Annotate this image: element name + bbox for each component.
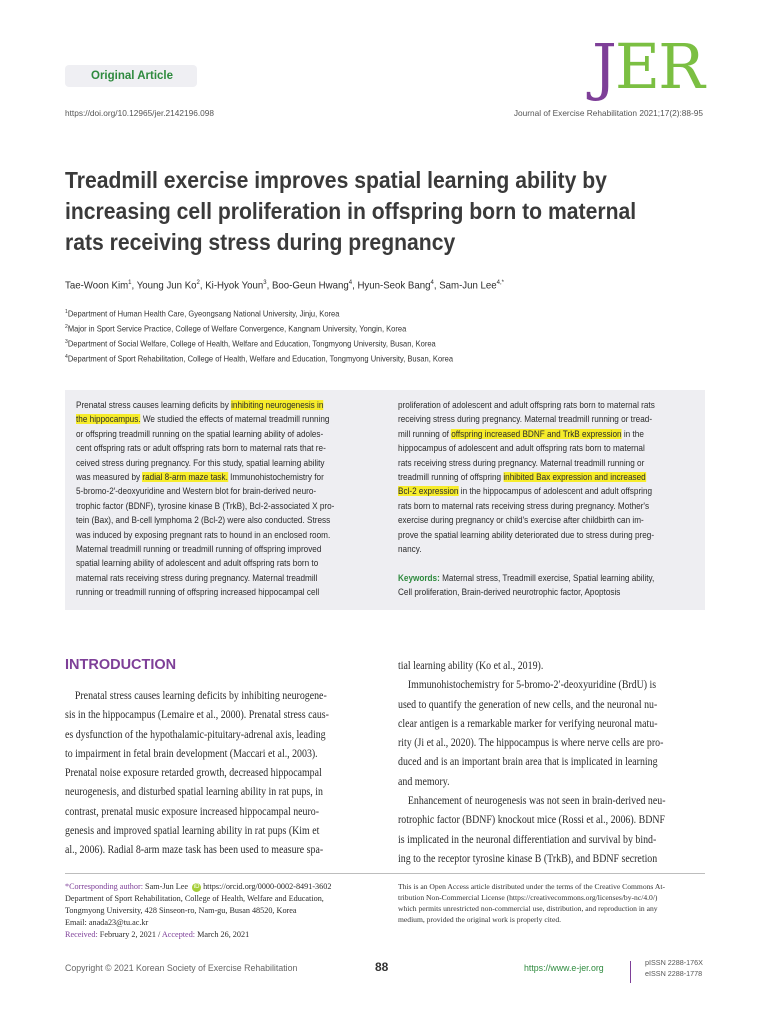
author-name: Tae-Woon Kim: [65, 279, 129, 292]
received-accepted-dates: [65, 929, 331, 941]
journal-citation: Journal of Exercise Rehabilitation 2021;17(2):88-95: [513, 108, 703, 118]
footnote-divider: [65, 873, 705, 874]
body-line: duced and is an important brain area that is implicated in learning: [398, 756, 658, 769]
author-affil-mark: 3: [263, 279, 267, 286]
highlighted-text: inhibiting neurogenesis in: [231, 400, 324, 410]
body-line: Immunohistochemistry for 5-bromo-2′-deoxyuridine (BrdU) is: [398, 679, 657, 692]
abstract-line: receiving stress during pregnancy. Maternal treadmill running or tread-: [398, 414, 653, 425]
author-name: Boo-Geun Hwang: [271, 279, 349, 292]
footer-separator: [630, 961, 631, 983]
affiliation-mark: 4: [65, 353, 68, 360]
author-name: Sam-Jun Lee: [439, 279, 497, 292]
eissn: eISSN 2288-1778: [645, 969, 703, 978]
abstract-line: or offspring treadmill running on the spatial learning ability of adoles-: [76, 428, 324, 439]
doi-link[interactable]: https://doi.org/10.12965/jer.2142196.098: [65, 108, 215, 118]
corresponding-line: [65, 881, 331, 893]
abstract-line: [76, 470, 372, 484]
corresponding-address: Tongmyong University, 428 Sinseon-ro, Nam-gu, Busan 48520, Korea: [65, 905, 297, 915]
abstract-text: Prenatal stress causes learning deficits by: [76, 400, 232, 410]
affiliation: [65, 306, 453, 321]
body-line: neurogenesis, and disturbed spatial learning ability in rat pups, in: [65, 786, 323, 799]
body-line: genesis and improved spatial learning ability in rat pups (Kim et: [65, 825, 320, 838]
highlighted-text: the hippocampus.: [76, 414, 141, 425]
affiliation-mark: 3: [65, 338, 68, 345]
orcid-link[interactable]: https://orcid.org/0000-0002-8491-3602: [203, 882, 332, 891]
author-name: Ki-Hyok Youn: [205, 279, 264, 292]
body-left-column: [65, 687, 370, 861]
affiliation-text: Department of Sport Rehabilitation, College of Health, Welfare and Education, Tongmyong University, Busan, Korea: [67, 354, 454, 364]
abstract-line: running or treadmill running of offspring increased hippocampal cell: [76, 587, 320, 598]
abstract-line: [398, 484, 694, 498]
keywords-line: Cell proliferation, Brain-derived neurotrophic factor, Apoptosis: [398, 587, 621, 598]
author-name: Hyun-Seok Bang: [357, 279, 431, 292]
logo-letters-er: ER: [614, 30, 703, 103]
article-type-badge: Original Article: [65, 65, 197, 87]
accepted-label: Accepted:: [161, 929, 196, 939]
abstract-line: tein (Bax), and B-cell lymphoma 2 (Bcl-2) were also conducted. Stress: [76, 515, 331, 526]
issn-block: [645, 957, 703, 979]
abstract-left-column: [76, 398, 372, 600]
journal-logo: [592, 28, 703, 106]
author-affil-mark: 1: [128, 279, 132, 286]
pissn: pISSN 2288-176X: [645, 958, 703, 967]
abstract-line: maternal rats receiving stress during pregnancy. Maternal treadmill: [76, 572, 318, 583]
received-label: Received:: [65, 929, 98, 939]
abstract-line: was induced by exposing pregnant rats to hound in an enclosed room.: [76, 529, 331, 540]
author-list: Tae-Woon Kim$^1$, Young Jun Ko$^2$, Ki-Hyok Youn$^3$, Boo-Geun Hwang$^4$, Hyun-Seok Bang$^4$, Sam-Jun Lee$^{4,*}$: [65, 279, 504, 292]
abstract-line: cent offspring rats or adult offspring rats born to maternal rats that re-: [76, 443, 326, 454]
body-line: tial learning ability (Ko et al., 2019).: [398, 660, 544, 672]
title-line: Treadmill exercise improves spatial learning ability by: [65, 167, 607, 193]
section-heading-introduction: INTRODUCTION: [65, 657, 177, 673]
body-line: to impairment in fetal brain development (Maccari et al., 2003).: [65, 747, 318, 760]
author-affil-mark: 2: [196, 279, 200, 286]
abstract-line: rats receiving stress during pregnancy. Maternal treadmill running or: [398, 457, 645, 468]
author-affil-mark: 4: [430, 279, 434, 286]
abstract-text: in the hippocampus of adolescent and adult offspring: [458, 486, 653, 497]
journal-website-link[interactable]: https://www.e-jer.org: [524, 963, 604, 973]
article-title: [65, 165, 705, 258]
keywords-text: Maternal stress, Treadmill exercise, Spatial learning ability,: [439, 572, 655, 583]
license-line: which permits unrestricted non-commercial use, distribution, and reproduction in any: [398, 904, 658, 913]
affiliation: [65, 336, 453, 351]
license-line: This is an Open Access article distributed under the terms of the Creative Commons At-: [398, 882, 665, 891]
abstract-text: in the: [621, 428, 644, 439]
keywords-label: Keywords:: [398, 572, 440, 583]
footer-copyright: Copyright © 2021 Korean Society of Exercise Rehabilitation: [65, 963, 298, 973]
highlighted-text: Bcl-2 expression: [398, 486, 459, 497]
body-line: clear antigen is a remarkable marker for verifying neuronal matu-: [398, 717, 658, 730]
corresponding-name: Sam-Jun Lee: [143, 882, 191, 891]
highlighted-text: inhibited Bax expression and increased: [503, 472, 646, 483]
license-line: tribution Non-Commercial License (https://creativecommons.org/licenses/by-nc/4.0/): [398, 893, 658, 902]
corresponding-address: Department of Sport Rehabilitation, College of Health, Welfare and Education,: [65, 893, 324, 903]
orcid-icon: iD: [193, 883, 200, 890]
abstract-line: nancy.: [398, 544, 422, 555]
page-number: 88: [375, 960, 389, 974]
affiliation: [65, 351, 453, 366]
body-line: used to quantify the generation of new cells, and the neuronal nu-: [398, 698, 658, 711]
affiliation-mark: 1: [65, 309, 68, 315]
abstract-line: proliferation of adolescent and adult offspring rats born to maternal rats: [398, 400, 655, 410]
abstract-spacer: [398, 556, 694, 570]
abstract-line: exercise during pregnancy or child's exercise after childbirth can im-: [398, 515, 644, 526]
abstract-line: 5-bromo-2′-deoxyuridine and Western blot for brain-derived neuro-: [76, 486, 317, 497]
body-line: Enhancement of neurogenesis was not seen in brain-derived neu-: [398, 795, 666, 808]
author-affil-mark: 4: [348, 279, 353, 286]
body-line: es dysfunction of the hypothalamic-pituitary-adrenal axis, leading: [65, 728, 326, 741]
body-right-column: [398, 657, 703, 869]
license-line: medium, provided the original work is properly cited.: [398, 915, 562, 924]
abstract-line: ceived stress during pregnancy. For this study, spatial learning ability: [76, 457, 325, 468]
body-line: Prenatal noise exposure retarded growth, decreased hippocampal: [65, 767, 322, 780]
body-line: and memory.: [398, 775, 450, 788]
abstract-line: Maternal treadmill running or treadmill running of offspring improved: [76, 544, 322, 555]
affiliation-text: Department of Social Welfare, College of Health, Welfare and Education, Tongmyong University, Busan, Korea: [67, 339, 436, 349]
highlighted-text: radial 8-arm maze task.: [142, 472, 228, 483]
abstract-text: mill running of: [398, 428, 452, 439]
corresponding-author-note: [65, 881, 331, 941]
abstract-line: prove the spatial learning ability deteriorated due to stress during preg-: [398, 529, 655, 540]
body-line: sis in the hippocampus (Lemaire et al., 2000). Prenatal stress caus-: [65, 709, 329, 722]
body-line: contrast, prenatal music exposure increased hippocampal neuro-: [65, 805, 320, 818]
abstract-line: hippocampus of adolescent and adult offspring rats born to maternal: [398, 443, 645, 454]
abstract-text: Immunohistochemistry for: [227, 472, 324, 483]
abstract-text: was measured by: [76, 472, 143, 483]
corresponding-label: *Corresponding author:: [65, 882, 143, 891]
received-date: February 2, 2021 /: [97, 929, 162, 939]
license-note: [398, 881, 708, 925]
abstract-text: We studied the effects of maternal treadmill running: [140, 414, 330, 425]
abstract-text: treadmill running of offspring: [398, 472, 504, 483]
affiliation: [65, 321, 453, 336]
accepted-date: March 26, 2021: [195, 929, 250, 939]
highlighted-text: offspring increased BDNF and TrkB expression: [451, 428, 622, 439]
affiliation-text: Department of Human Health Care, Gyeongsang National University, Jinju, Korea: [67, 309, 340, 319]
title-line: increasing cell proliferation in offspring born to maternal: [65, 198, 637, 224]
abstract-line: trophic factor (BDNF), tyrosine kinase B (TrkB), Bcl-2-associated X pro-: [76, 500, 335, 511]
body-line: is implicated in the neuronal differentiation and survival by bind-: [398, 833, 657, 846]
body-line: al., 2006). Radial 8-arm maze task has been used to measure spa-: [65, 844, 324, 857]
corresponding-email[interactable]: Email: anada23@tu.ac.kr: [65, 917, 149, 927]
affiliation-mark: 2: [65, 323, 68, 330]
body-line: ing to the receptor tyrosine kinase B (TrkB), and BDNF secretion: [398, 852, 658, 865]
logo-letter-j: J: [592, 30, 615, 103]
abstract-line: [398, 427, 694, 441]
body-line: Prenatal stress causes learning deficits by inhibiting neurogene-: [65, 690, 327, 702]
body-line: rotrophic factor (BDNF) knockout mice (Rossi et al., 2006). BDNF: [398, 814, 665, 827]
abstract-line: [76, 398, 372, 412]
affiliation-text: Major in Sport Service Practice, College of Welfare Convergence, Kangnam University, Yongin, Korea: [67, 324, 407, 334]
keywords-line: [398, 571, 694, 585]
abstract-line: rats born to maternal rats receiving stress during pregnancy. Mother's: [398, 500, 650, 511]
author-name: Young Jun Ko: [136, 279, 197, 292]
affiliation-list: [65, 306, 453, 366]
abstract-right-column: [398, 398, 694, 600]
author-affil-mark: 4,*: [496, 279, 504, 286]
abstract-line: spatial learning ability of adolescent and adult offspring rats born to: [76, 558, 319, 569]
body-line: rity (Ji et al., 2020). The hippocampus is where nerve cells are pro-: [398, 737, 664, 750]
abstract-line: [398, 470, 694, 484]
abstract-line: [76, 412, 372, 426]
title-line: rats receiving stress during pregnancy: [65, 229, 456, 255]
